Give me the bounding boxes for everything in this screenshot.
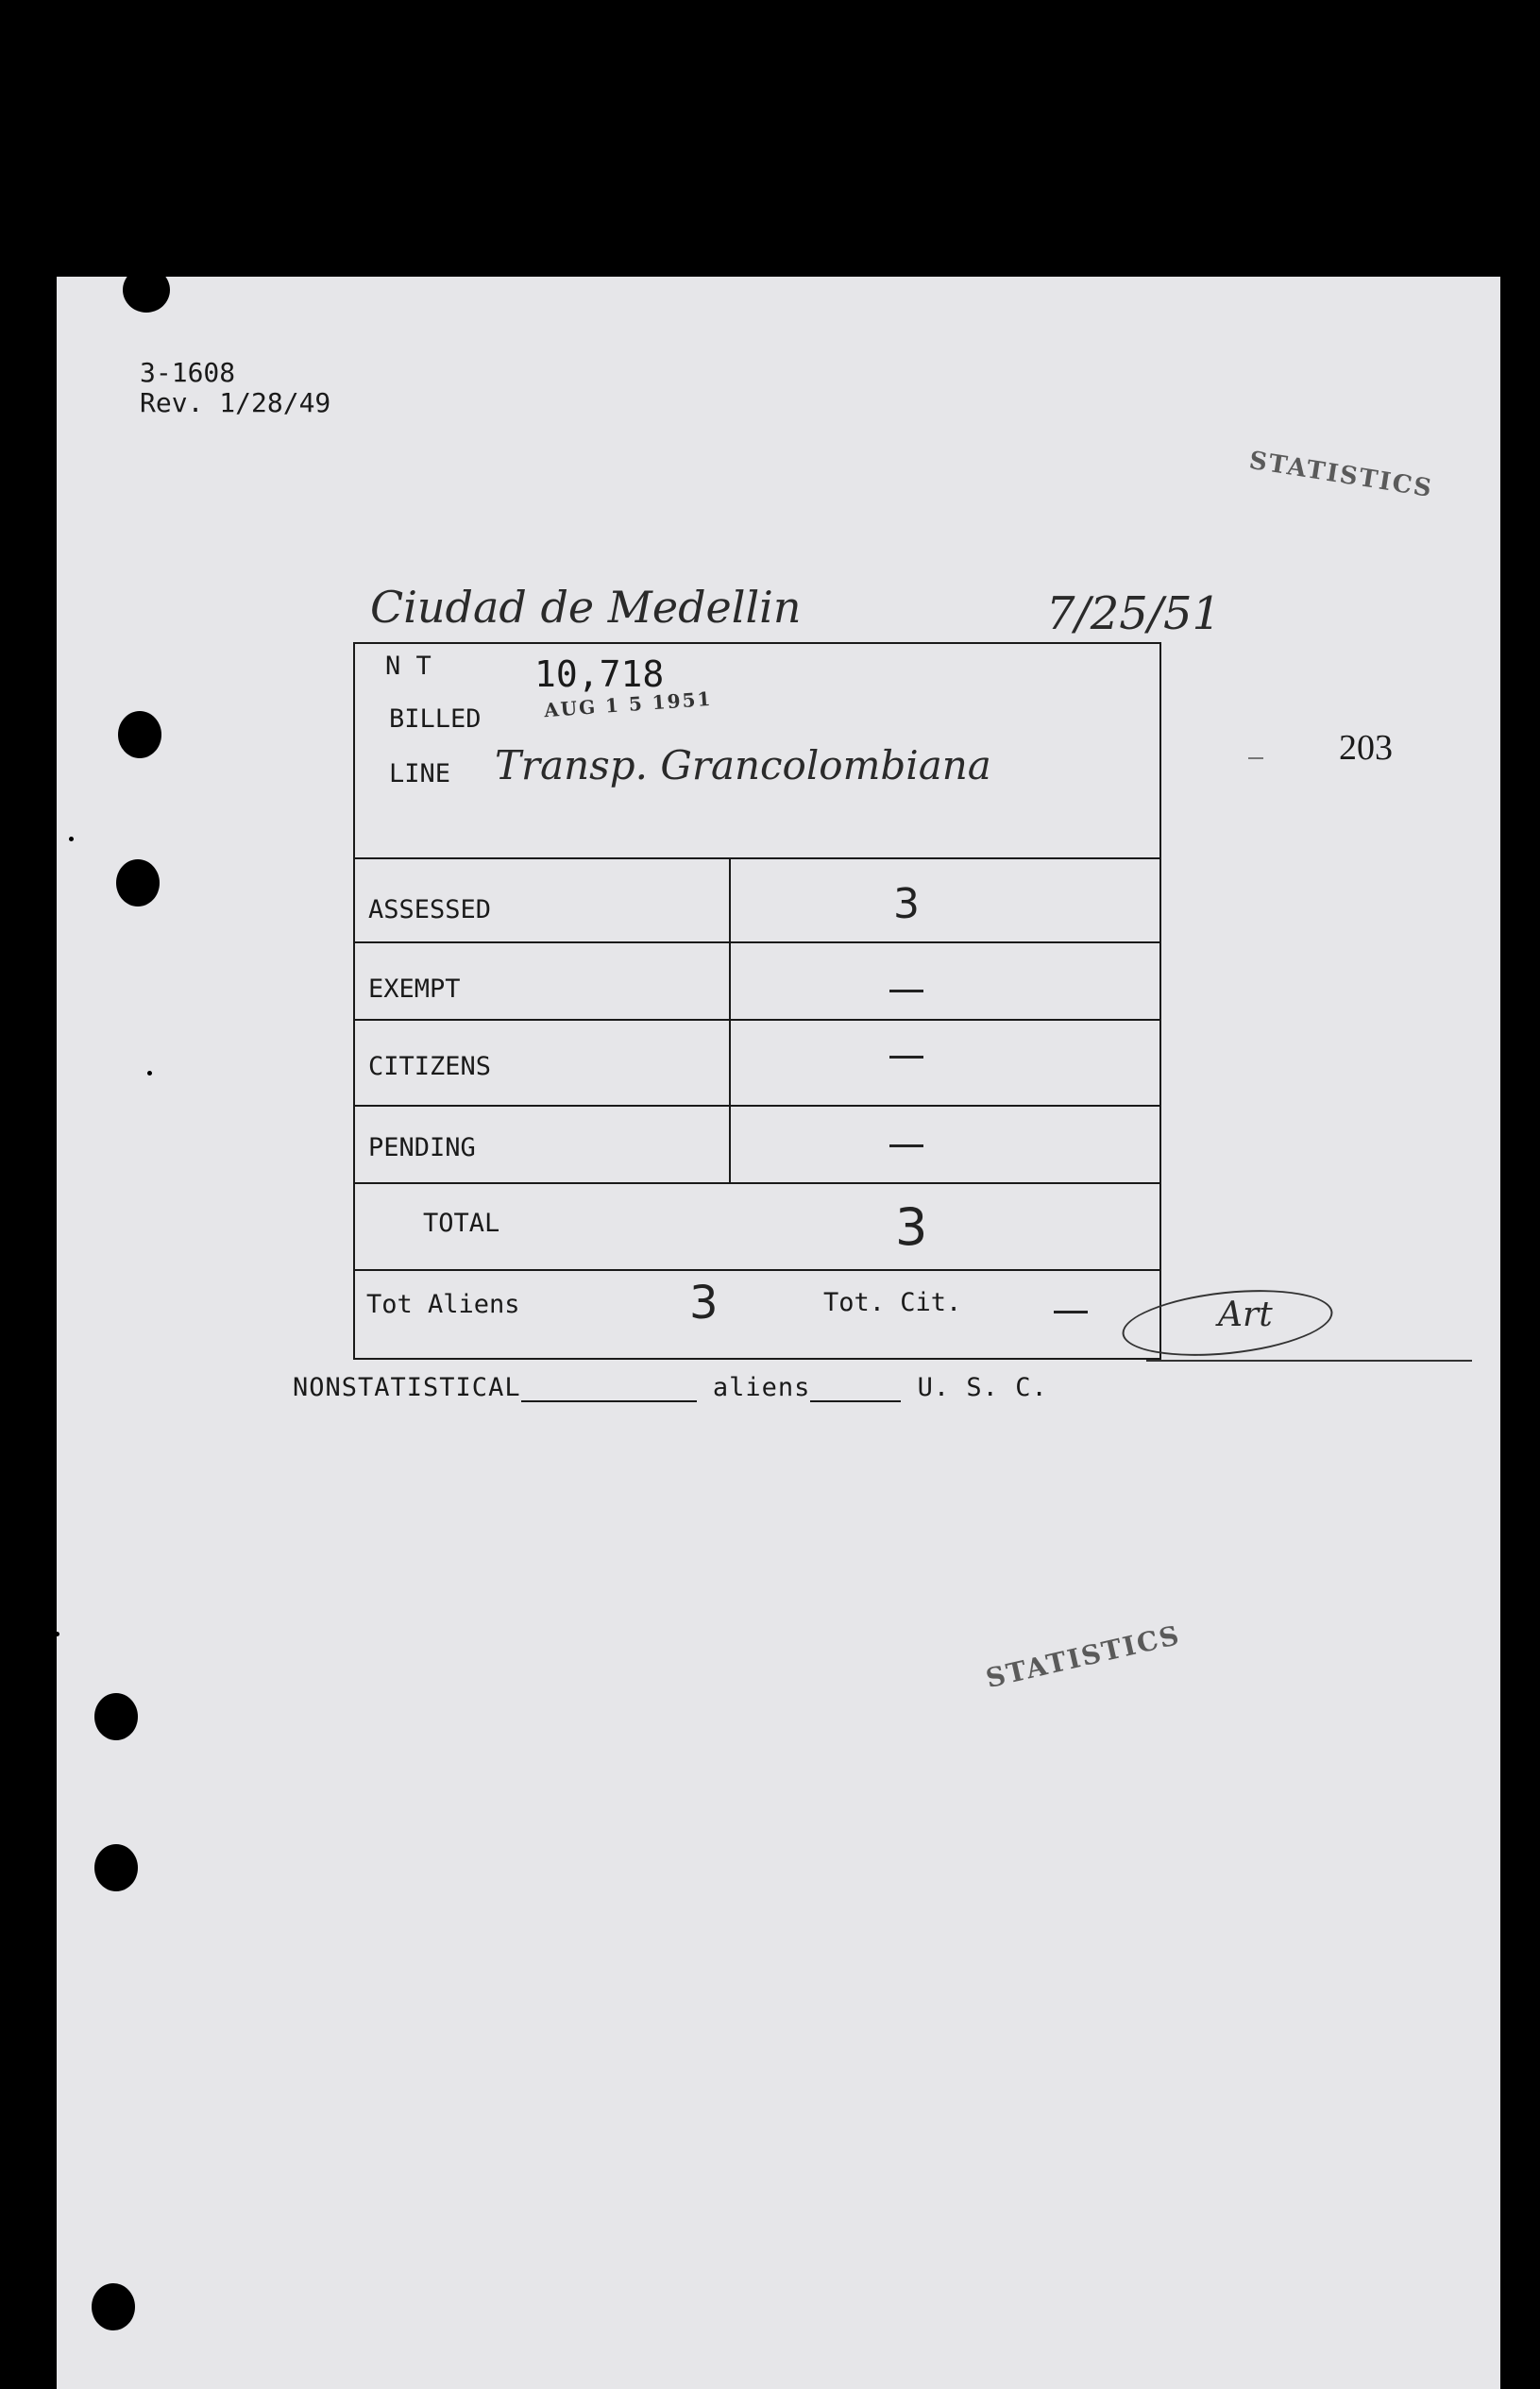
table-rule: [355, 1182, 1159, 1184]
handwritten-date: 7/25/51: [1046, 587, 1222, 640]
nt-label: N T: [385, 652, 432, 681]
binder-hole: [92, 2283, 135, 2330]
binder-hole: [123, 267, 170, 313]
speck: [147, 1071, 152, 1076]
statistics-form-box: [353, 642, 1161, 1360]
binder-hole: [116, 859, 160, 906]
tot-aliens-value: 3: [689, 1277, 719, 1330]
row-label-exempt: EXEMPT: [368, 974, 461, 1004]
aliens-blank: [810, 1376, 901, 1402]
row-label-citizens: CITIZENS: [368, 1052, 492, 1081]
row-value-exempt-dash: [889, 990, 923, 992]
table-rule: [355, 941, 1159, 943]
nonstatistical-line: [293, 1373, 1048, 1402]
usc-label: U. S. C.: [917, 1373, 1048, 1402]
binder-hole: [118, 711, 161, 758]
form-number-block: [140, 358, 330, 418]
table-rule: [355, 1019, 1159, 1021]
tot-aliens-label: Tot Aliens: [366, 1290, 520, 1319]
binder-hole: [94, 1844, 138, 1891]
row-value-pending-dash: [889, 1144, 923, 1147]
line-name: Transp. Grancolombiana: [495, 742, 991, 788]
statistics-stamp-top: STATISTICS: [1246, 446, 1435, 504]
nonstatistical-blank: [521, 1376, 697, 1402]
form-revision: Rev. 1/28/49: [140, 387, 331, 418]
date-received-stamp: AUG 1 5 1951: [543, 686, 714, 722]
row-label-assessed: ASSESSED: [368, 895, 492, 924]
billed-label: BILLED: [389, 704, 482, 734]
binder-hole: [94, 1693, 138, 1740]
total-label: TOTAL: [423, 1209, 500, 1238]
row-label-pending: PENDING: [368, 1133, 476, 1162]
tot-cit-dash: [1054, 1311, 1088, 1313]
row-value-citizens-dash: [889, 1056, 923, 1059]
margin-mark: [1248, 757, 1263, 759]
speck: [55, 1632, 59, 1636]
vessel-name: Ciudad de Medellin: [370, 582, 802, 633]
statistics-stamp-lower: STATISTICS: [982, 1618, 1184, 1695]
total-value: 3: [895, 1197, 928, 1257]
column-divider: [729, 857, 731, 1182]
speck: [69, 837, 74, 841]
row-value-assessed: 3: [893, 880, 920, 928]
table-rule: [355, 857, 1159, 859]
nonstatistical-label: NONSTATISTICAL: [293, 1373, 521, 1402]
tot-cit-label: Tot. Cit.: [823, 1288, 962, 1317]
aliens-label: aliens: [712, 1373, 811, 1402]
initials: Art: [1218, 1296, 1273, 1334]
table-rule: [355, 1269, 1159, 1271]
signature-underline: [1146, 1360, 1472, 1362]
line-label: LINE: [389, 759, 451, 788]
form-number: 3-1608: [140, 357, 236, 388]
nt-value: 10,718: [534, 653, 665, 695]
page-number: 203: [1339, 728, 1393, 768]
table-rule: [355, 1105, 1159, 1107]
